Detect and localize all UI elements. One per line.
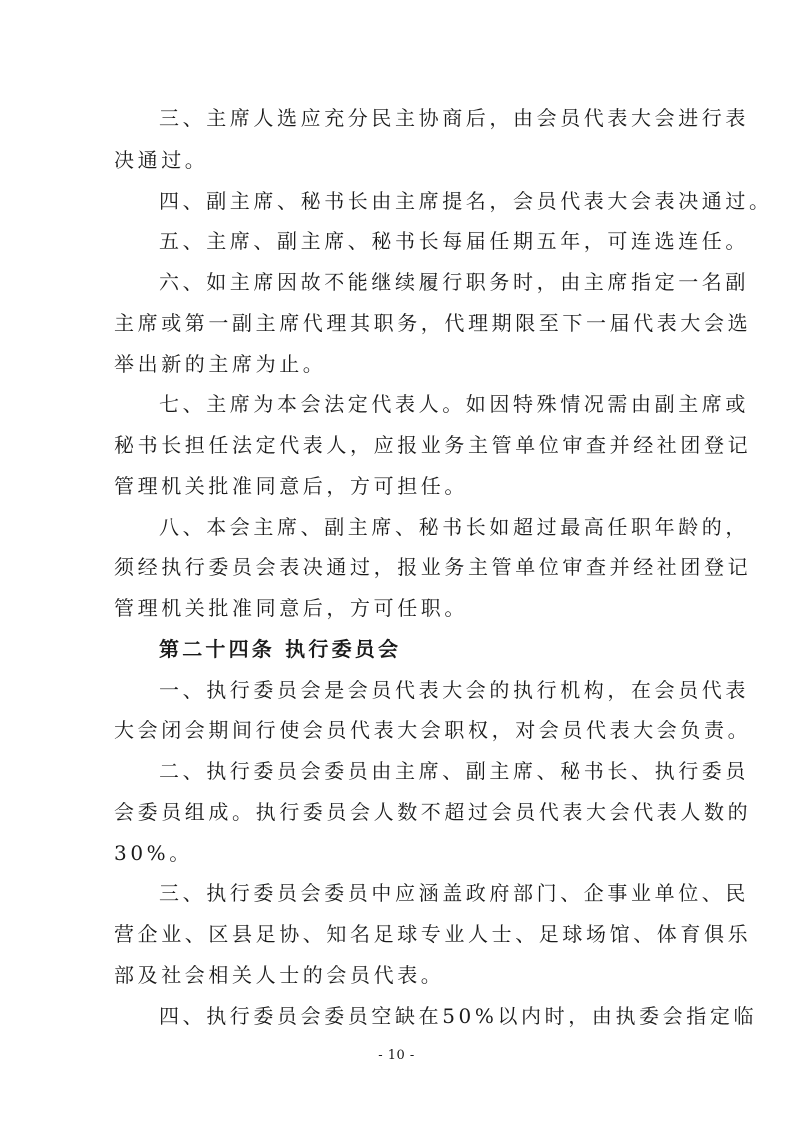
- paragraph-line: 七、主席为本会法定代表人。如因特殊情况需由副主席或: [159, 392, 749, 416]
- page-number: - 10 -: [378, 1048, 415, 1063]
- paragraph-line: 三、主席人选应充分民主协商后，由会员代表大会进行表: [159, 106, 749, 130]
- paragraph-line: 三、执行委员会委员中应涵盖政府部门、企事业单位、民: [159, 881, 749, 905]
- paragraph-line: 主席或第一副主席代理其职务，代理期限至下一届代表大会选: [114, 311, 752, 335]
- paragraph-line: 四、副主席、秘书长由主席提名，会员代表大会表决通过。: [159, 189, 773, 213]
- paragraph-line: 二、执行委员会委员由主席、副主席、秘书长、执行委员: [159, 759, 749, 783]
- paragraph-line: 须经执行委员会表决通过，报业务主管单位审查并经社团登记: [114, 555, 752, 579]
- paragraph-line: 营企业、区县足协、知名足球专业人士、足球场馆、体育俱乐: [114, 922, 752, 946]
- paragraph-line: 四、执行委员会委员空缺在50%以内时，由执委会指定临: [159, 1004, 758, 1028]
- paragraph-line: 管理机关批准同意后，方可任职。: [114, 596, 468, 620]
- paragraph-line: 六、如主席因故不能继续履行职务时，由主席指定一名副: [159, 270, 749, 294]
- paragraph-line: 举出新的主席为止。: [114, 352, 327, 376]
- paragraph-line: 秘书长担任法定代表人，应报业务主管单位审查并经社团登记: [114, 433, 752, 457]
- article-heading: 第二十四条 执行委员会: [159, 637, 402, 661]
- paragraph-line: 部及社会相关人士的会员代表。: [114, 963, 445, 987]
- paragraph-line: 管理机关批准同意后，方可担任。: [114, 474, 468, 498]
- paragraph-line: 大会闭会期间行使会员代表大会职权，对会员代表大会负责。: [114, 718, 752, 742]
- paragraph-line: 一、执行委员会是会员代表大会的执行机构，在会员代表: [159, 678, 749, 702]
- paragraph-line: 决通过。: [114, 148, 209, 172]
- paragraph-line: 30%。: [114, 841, 193, 865]
- paragraph-line: 会委员组成。执行委员会人数不超过会员代表大会代表人数的: [114, 800, 752, 824]
- paragraph-line: 五、主席、副主席、秘书长每届任期五年，可连选连任。: [159, 229, 749, 253]
- paragraph-line: 八、本会主席、副主席、秘书长如超过最高任职年龄的，: [159, 515, 749, 539]
